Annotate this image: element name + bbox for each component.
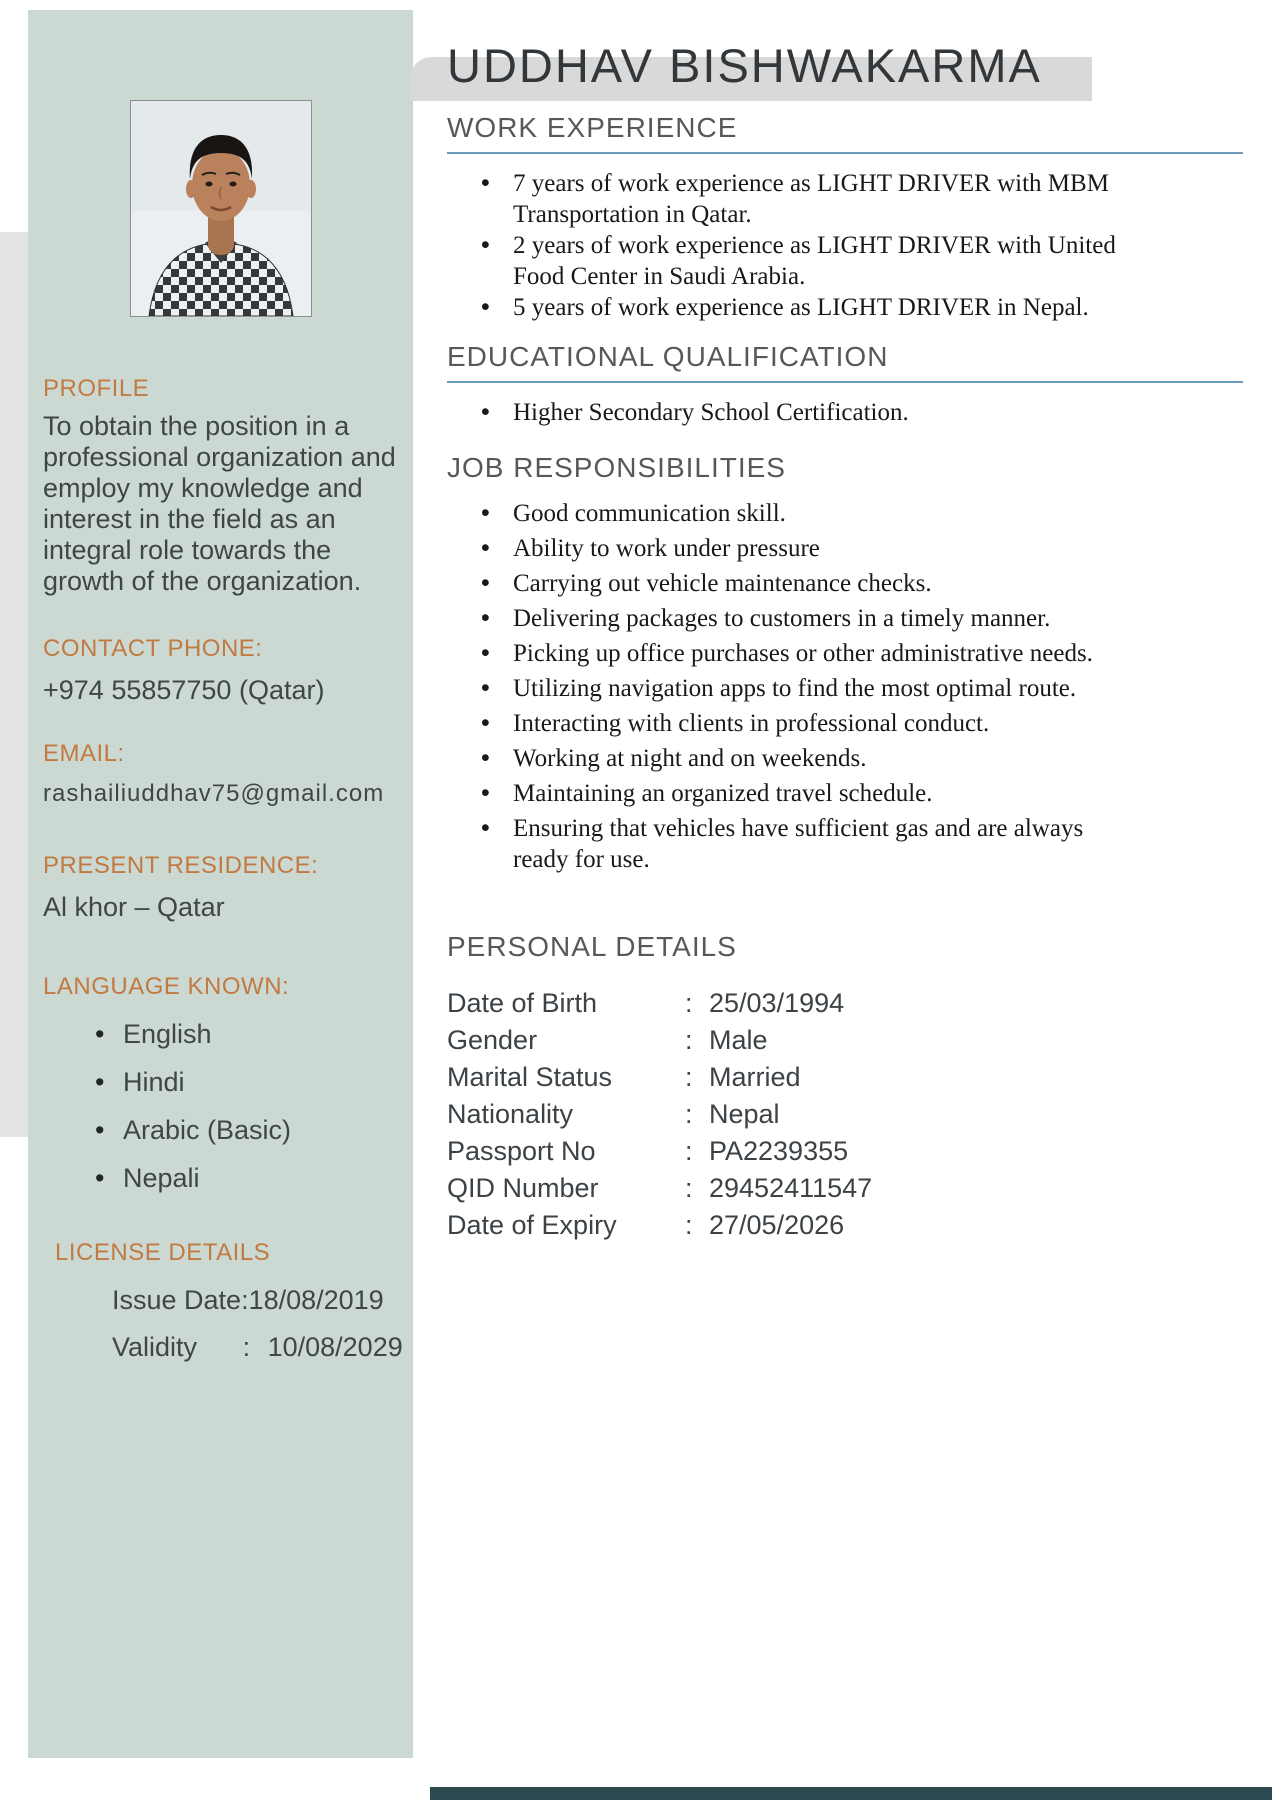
job-responsibility-item: • Utilizing navigation apps to find the most optimal route.: [513, 673, 1133, 704]
detail-separator: :: [685, 1025, 693, 1055]
personal-detail-row: [447, 1133, 1243, 1170]
detail-separator: :: [685, 1210, 693, 1240]
detail-separator: :: [685, 988, 693, 1018]
work-experience-item: • 7 years of work experience as LIGHT DRIVER with MBM Transportation in Qatar.: [513, 168, 1133, 230]
section-personal-details: [447, 931, 1243, 1244]
section-education: [447, 341, 1243, 428]
detail-separator: :: [685, 1173, 693, 1203]
language-list: [123, 1019, 413, 1193]
contact-phone-value: +974 55857750 (Qatar): [43, 675, 325, 705]
detail-value: 27/05/2026: [709, 1210, 845, 1240]
personal-details-heading: PERSONAL DETAILS: [447, 931, 737, 962]
detail-value: Married: [709, 1062, 801, 1092]
detail-label: Passport No: [447, 1136, 596, 1166]
work-experience-heading: WORK EXPERIENCE: [447, 112, 1243, 154]
detail-label: Nationality: [447, 1099, 574, 1129]
job-responsibility-item: • Picking up office purchases or other administrative needs.: [513, 638, 1133, 669]
job-responsibilities-list: [447, 498, 1187, 875]
education-list: [447, 397, 1187, 428]
residence-heading: PRESENT RESIDENCE:: [43, 852, 319, 879]
language-item: • Arabic (Basic): [123, 1115, 413, 1145]
work-experience-item: • 5 years of work experience as LIGHT DRIVER in Nepal.: [513, 292, 1133, 323]
personal-details-table: [447, 985, 1243, 1244]
detail-label: Date of Birth: [447, 988, 598, 1018]
language-item: • English: [123, 1019, 413, 1049]
contact-phone-heading: CONTACT PHONE:: [43, 635, 263, 662]
profile-text: To obtain the position in a professional organization and employ my knowledge and interest in the field as an integral role towards the growth of the organization.: [43, 411, 396, 596]
personal-detail-row: [447, 1022, 1243, 1059]
education-heading: EDUCATIONAL QUALIFICATION: [447, 341, 1243, 383]
detail-label: Marital Status: [447, 1062, 613, 1092]
job-responsibility-item: • Maintaining an organized travel schedule.: [513, 778, 1133, 809]
residence-value: Al khor – Qatar: [43, 892, 225, 922]
detail-value: 25/03/1994: [709, 988, 845, 1018]
detail-value: Nepal: [709, 1099, 780, 1129]
job-responsibility-item: • Interacting with clients in professional conduct.: [513, 708, 1133, 739]
email-value: rashailiuddhav75@gmail.com: [43, 780, 385, 807]
languages-heading: LANGUAGE KNOWN:: [43, 973, 290, 1000]
detail-separator: :: [685, 1136, 693, 1166]
profile-photo: [130, 100, 312, 317]
section-work-experience: [447, 112, 1243, 323]
left-gray-strip: [0, 232, 30, 1137]
job-responsibility-item: • Ensuring that vehicles have sufficient gas and are always ready for use.: [513, 813, 1133, 875]
work-experience-list: [447, 168, 1187, 323]
section-job-responsibilities: [447, 452, 1243, 875]
personal-detail-row: [447, 1096, 1243, 1133]
validity-separator: :: [242, 1332, 251, 1362]
detail-value: 29452411547: [709, 1173, 873, 1203]
validity-label: Validity: [112, 1332, 198, 1362]
job-responsibility-item: • Working at night and on weekends.: [513, 743, 1133, 774]
detail-separator: :: [685, 1062, 693, 1092]
language-item: • Hindi: [123, 1067, 413, 1097]
license-validity-line: [112, 1332, 413, 1363]
email-heading: EMAIL:: [43, 740, 125, 767]
profile-photo-illustration: [131, 101, 311, 316]
personal-detail-row: [447, 1059, 1243, 1096]
personal-detail-row: [447, 985, 1243, 1022]
personal-detail-row: [447, 1170, 1243, 1207]
detail-label: Gender: [447, 1025, 538, 1055]
detail-label: QID Number: [447, 1173, 599, 1203]
license-details: [28, 1285, 413, 1363]
job-responsibility-item: • Good communication skill.: [513, 498, 1133, 529]
license-heading: LICENSE DETAILS: [55, 1239, 271, 1266]
validity-value: 10/08/2029: [267, 1332, 403, 1362]
detail-value: Male: [709, 1025, 768, 1055]
license-issue-line: Issue Date:18/08/2019: [112, 1285, 384, 1315]
job-responsibility-item: • Delivering packages to customers in a timely manner.: [513, 603, 1133, 634]
detail-label: Date of Expiry: [447, 1210, 617, 1240]
education-item: • Higher Secondary School Certification.: [513, 397, 1133, 428]
work-experience-item: • 2 years of work experience as LIGHT DRIVER with United Food Center in Saudi Arabia.: [513, 230, 1133, 292]
profile-heading: PROFILE: [43, 375, 150, 402]
job-responsibility-item: • Carrying out vehicle maintenance checks.: [513, 568, 1133, 599]
personal-detail-row: [447, 1207, 1243, 1244]
sidebar: [28, 10, 413, 1758]
language-item: • Nepali: [123, 1163, 413, 1193]
page-title: UDDHAV BISHWAKARMA: [447, 39, 1042, 92]
job-responsibility-item: • Ability to work under pressure: [513, 533, 1133, 564]
main-content: [447, 112, 1243, 1244]
job-responsibilities-heading: JOB RESPONSIBILITIES: [447, 452, 786, 483]
detail-separator: :: [685, 1099, 693, 1129]
footer-bar: [430, 1787, 1272, 1800]
detail-value: PA2239355: [709, 1136, 849, 1166]
